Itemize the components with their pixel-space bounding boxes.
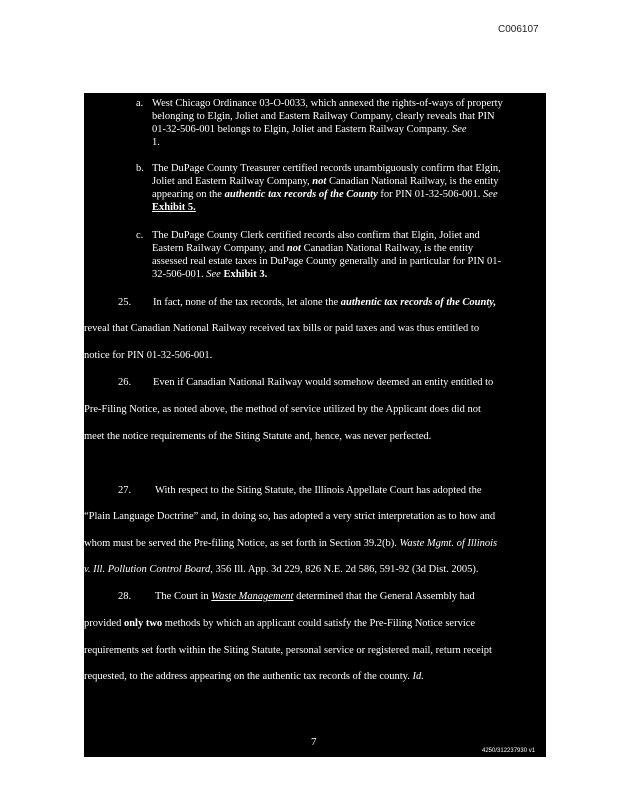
sub-item-b-line: [152, 175, 499, 188]
paragraph-27-line: With respect to the Siting Statute, the Illinois Appellate Court has adopted the: [155, 485, 482, 496]
sub-item-a-line: 1.: [152, 137, 160, 148]
sub-item-b-line: The DuPage County Treasurer certified records unambiguously confirm that Elgin,: [152, 163, 501, 174]
paragraph-28-text: methods by which an applicant could satisfy the Pre-Filing Notice service: [164, 618, 476, 629]
emphasis-authentic-tax-records: authentic tax records of the County,: [340, 297, 497, 308]
paragraph-25-line: notice for PIN 01-32-506-001.: [84, 350, 213, 361]
paragraph-28-line: [155, 590, 475, 603]
paragraph-26-line: Even if Canadian National Railway would somehow deemed an entity entitled to: [153, 377, 494, 388]
paragraph-28-text: determined that the General Assembly had: [296, 591, 475, 602]
sub-item-c-text: Eastern Railway Company, and: [152, 243, 285, 254]
paragraph-28-line: [84, 670, 424, 683]
sub-item-a-letter: a.: [136, 98, 144, 109]
sub-item-a-text: 01-32-506-001 belongs to Elgin, Joliet and Eastern Railway Company.: [152, 124, 450, 135]
exhibit-reference: Exhibit 3.: [223, 269, 268, 280]
sub-item-b-text: Joliet and Eastern Railway Company,: [152, 176, 310, 187]
paragraph-25-text: In fact, none of the tax records, let alone the: [153, 297, 339, 308]
page-number: 7: [311, 736, 317, 748]
document-stamp: 4250/312237930 v1: [482, 748, 536, 754]
sub-item-a-line: belonging to Elgin, Joliet and Eastern Railway Company, clearly reveals that PIN: [152, 111, 495, 122]
paragraph-25-line: [153, 296, 496, 309]
sub-item-b-text: appearing on the: [152, 189, 222, 200]
citation-signal: See: [483, 189, 498, 200]
case-citation: Waste Mgmt. of Illinois: [399, 538, 498, 549]
sub-item-c-line: The DuPage County Clerk certified records also confirm that Elgin, Joliet and: [152, 230, 480, 241]
paragraph-27-text: 356 Ill. App. 3d 229, 826 N.E. 2d 586, 591-92 (3d Dist. 2005).: [215, 564, 479, 575]
paragraph-27-number: 27.: [118, 485, 132, 496]
emphasis-not: not: [286, 243, 301, 254]
sub-item-b-letter: b.: [136, 163, 144, 174]
paragraph-28-text: The Court in: [155, 591, 209, 602]
paragraph-26-line: Pre-Filing Notice, as noted above, the method of service utilized by the Applicant does did not: [84, 404, 481, 415]
sub-item-a-line: West Chicago Ordinance 03-O-0033, which annexed the rights-of-ways of property: [152, 98, 503, 109]
sub-item-c-text: 32-506-001.: [152, 269, 204, 280]
citation-signal: See: [451, 124, 467, 135]
paragraph-27-text: whom must be served the Pre-filing Notice, as set forth in Section 39.2(b).: [84, 538, 397, 549]
sub-item-c-line: assessed real estate taxes in DuPage County generally and in particular for PIN 01-: [152, 256, 502, 267]
paragraph-28-number: 28.: [118, 591, 132, 602]
emphasis-authentic-tax-records: authentic tax records of the County: [224, 189, 378, 200]
sub-item-c-letter: c.: [136, 230, 144, 241]
paragraph-26-line: meet the notice requirements of the Siting Statute and, hence, was never perfected.: [84, 431, 432, 442]
sub-item-b-text: for PIN 01-32-506-001.: [380, 189, 481, 200]
sub-item-a-line: [152, 123, 467, 136]
document-control-number: C006107: [498, 24, 539, 35]
paragraph-28-text: requested, to the address appearing on the authentic tax records of the county.: [84, 671, 410, 682]
paragraph-28-text: provided: [84, 618, 122, 629]
sub-item-c-text: Canadian National Railway, is the entity: [303, 243, 474, 254]
sub-item-b-text: Canadian National Railway, is the entity: [328, 176, 499, 187]
exhibit-reference: Exhibit 5.: [152, 202, 196, 213]
paragraph-28-line: requirements set forth within the Siting Statute, personal service or registered mail, return receipt: [84, 645, 492, 656]
sub-item-c-line: [152, 242, 473, 255]
paragraph-27-line: “Plain Language Doctrine” and, in doing so, has adopted a very strict interpretation as to how and: [84, 511, 496, 522]
citation-signal: See: [206, 269, 221, 280]
paragraph-27-line: [84, 537, 497, 550]
paragraph-28-line: [84, 617, 475, 630]
paragraph-27-line: [84, 563, 479, 576]
citation-id: Id.: [412, 671, 424, 682]
sub-item-c-line: [152, 268, 267, 281]
case-short-name: Waste Management: [211, 591, 294, 602]
emphasis-not: not: [312, 176, 327, 187]
paragraph-26-number: 26.: [118, 377, 132, 388]
sub-item-b-line: [152, 188, 498, 201]
emphasis-only-two: only two: [123, 618, 163, 629]
paragraph-25-line: reveal that Canadian National Railway received tax bills or paid taxes and was thus entitled to: [84, 323, 480, 334]
paragraph-25-number: 25.: [118, 297, 132, 308]
case-citation: v. Ill. Pollution Control Board,: [84, 564, 213, 575]
